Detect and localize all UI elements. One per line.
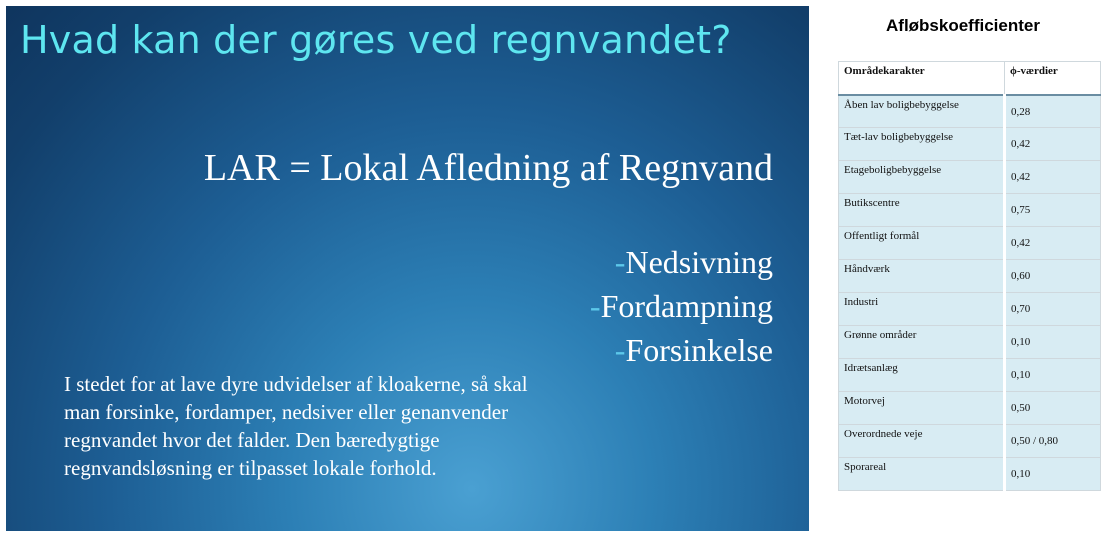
table-row: [839, 128, 1101, 161]
table-row: [839, 95, 1101, 128]
table-cell-value: 0,10: [1005, 326, 1101, 359]
table-cell-value: 0,50: [1005, 392, 1101, 425]
table-cell-value: 0,42: [1005, 227, 1101, 260]
bullet-dash: -: [589, 288, 601, 324]
table-cell-value: 0,10: [1005, 458, 1101, 491]
table-row: [839, 227, 1101, 260]
table-cell-area: Industri: [839, 293, 1005, 326]
table-row: [839, 425, 1101, 458]
bullet-label: Nedsivning: [625, 244, 773, 280]
coefficient-table: [838, 61, 1101, 491]
table-row: [839, 359, 1101, 392]
table-cell-value: 0,28: [1005, 95, 1101, 128]
table-cell-area: Etageboligbebyggelse: [839, 161, 1005, 194]
bullet-item: [590, 284, 773, 328]
table-cell-value: 0,50 / 0,80: [1005, 425, 1101, 458]
table-cell-value: 0,70: [1005, 293, 1101, 326]
table-cell-value: 0,42: [1005, 161, 1101, 194]
table-cell-area: Sporareal: [839, 458, 1005, 491]
table-cell-area: Motorvej: [839, 392, 1005, 425]
slide-body-text: I stedet for at lave dyre udvidelser af kloakerne, så skal man forsinke, fordamper, nedsiver eller genanvender regnvandet hvor det falder. Den bæredygtige regnvandsløsning er tilpasset lokale forhold.: [64, 372, 528, 480]
table-cell-area: Offentligt formål: [839, 227, 1005, 260]
bullet-item: [590, 328, 773, 372]
table-cell-area: Tæt-lav boligbebyggelse: [839, 128, 1005, 161]
table-cell-area: Butikscentre: [839, 194, 1005, 227]
presentation-slide: [6, 6, 809, 531]
bullet-label: Fordampning: [600, 288, 773, 324]
table-row: [839, 161, 1101, 194]
table-row: [839, 392, 1101, 425]
column-header: Områdekarakter: [839, 62, 1005, 95]
bullet-item: [590, 240, 773, 284]
table-row: [839, 458, 1101, 491]
bullet-label: Forsinkelse: [625, 332, 773, 368]
table-header-row: [839, 62, 1101, 95]
bullet-dash: -: [614, 244, 626, 280]
bullet-list: [590, 240, 773, 372]
table-title: Afløbskoefficienter: [886, 16, 1040, 35]
table-cell-area: Idrætsanlæg: [839, 359, 1005, 392]
table-cell-area: Åben lav boligbebyggelse: [839, 95, 1005, 128]
column-header: ϕ-værdier: [1005, 62, 1101, 95]
table-row: [839, 326, 1101, 359]
table-cell-area: Grønne områder: [839, 326, 1005, 359]
table-row: [839, 194, 1101, 227]
slide-heading: LAR = Lokal Afledning af Regnvand: [203, 147, 773, 189]
table-row: [839, 293, 1101, 326]
table-cell-area: Håndværk: [839, 260, 1005, 293]
table-row: [839, 260, 1101, 293]
slide-title: Hvad kan der gøres ved regnvandet?: [20, 18, 732, 62]
table-cell-value: 0,60: [1005, 260, 1101, 293]
table-cell-value: 0,10: [1005, 359, 1101, 392]
table-cell-area: Overordnede veje: [839, 425, 1005, 458]
table-cell-value: 0,42: [1005, 128, 1101, 161]
table-cell-value: 0,75: [1005, 194, 1101, 227]
bullet-dash: -: [614, 332, 626, 368]
